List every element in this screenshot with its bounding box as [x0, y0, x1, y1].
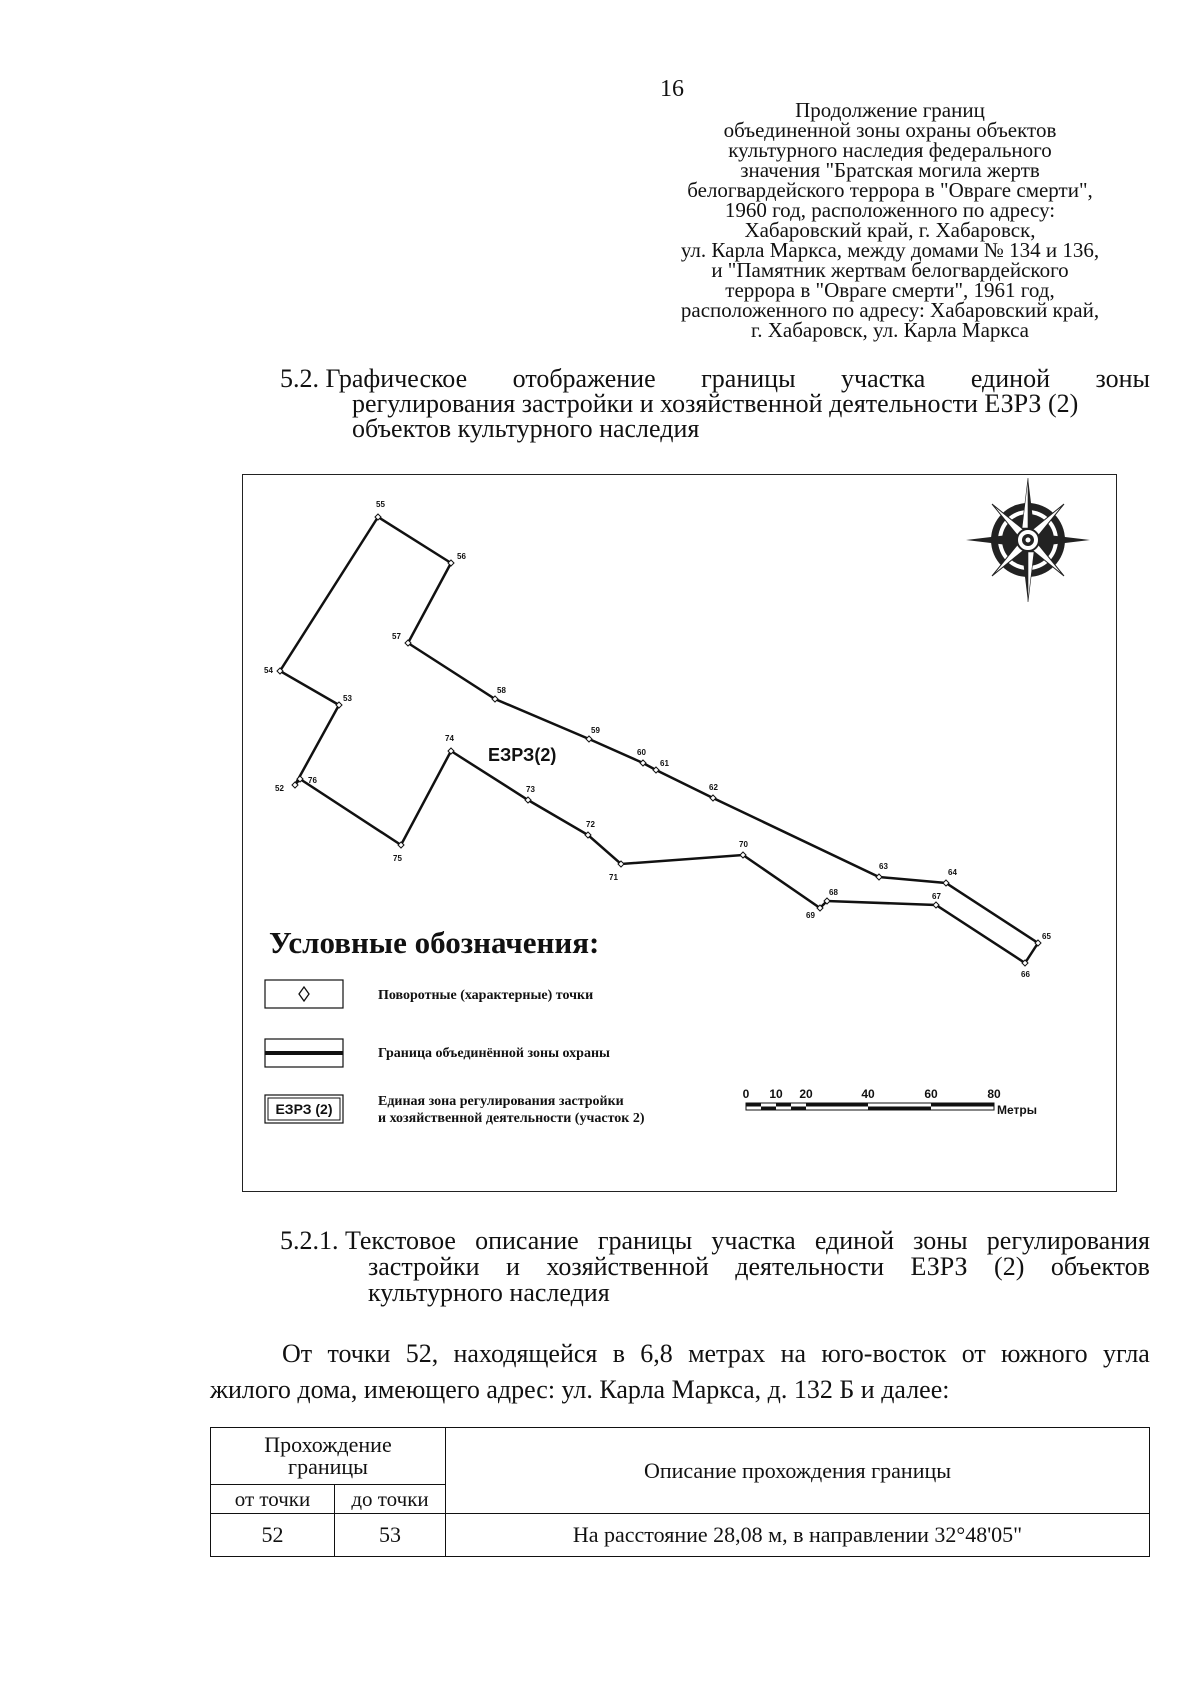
section-number-and-word: 5.2. Графическое	[280, 364, 468, 393]
turning-point-57	[392, 632, 411, 646]
paragraph-word: юго-восток	[821, 1339, 947, 1368]
turning-point-label: 73	[526, 785, 535, 794]
turning-point-55	[375, 500, 385, 520]
subsection-word: хозяйственной	[546, 1252, 709, 1281]
turning-point-72	[585, 820, 595, 838]
turning-point-label: 57	[392, 632, 401, 641]
legend-label-zone-line2: и хозяйственной деятельности (участок 2)	[378, 1111, 645, 1126]
paragraph-word: южного	[1001, 1339, 1088, 1368]
turning-point-label: 65	[1042, 932, 1051, 941]
scale-tick-label: 10	[769, 1087, 783, 1101]
paragraph-line-2: жилого дома, имеющего адрес: ул. Карла Маркса, д. 132 Б и далее:	[210, 1375, 950, 1404]
turning-point-label: 62	[709, 783, 718, 792]
subsection-heading	[280, 1228, 1150, 1306]
turning-point-71	[609, 861, 624, 882]
turning-point-64	[943, 868, 957, 886]
subsection-word: зоны	[913, 1226, 968, 1255]
subsection-word: описание	[475, 1226, 579, 1255]
turning-point-66	[1021, 960, 1030, 979]
turning-point-label: 69	[806, 911, 815, 920]
turning-point-54	[264, 666, 283, 675]
subsection-line-3: культурного наследия	[368, 1278, 610, 1307]
table-header-description: Описание прохождения границы	[446, 1428, 1150, 1514]
turning-point-label: 61	[660, 759, 669, 768]
start-point-paragraph	[210, 1336, 1150, 1408]
subsection-word: застройки	[368, 1252, 480, 1281]
turning-points	[264, 500, 1051, 979]
paragraph-word: От	[282, 1339, 313, 1368]
turning-point-label: 55	[376, 500, 385, 509]
turning-point-56	[448, 552, 466, 566]
paragraph-word: 6,8	[640, 1339, 673, 1368]
header-line: Хабаровский край, г. Хабаровск,	[744, 218, 1036, 242]
scale-tick-label: 60	[924, 1087, 938, 1101]
compass-rose-icon	[966, 478, 1090, 602]
scale-tick-label: 0	[742, 1087, 750, 1101]
scale-tick-label: 80	[987, 1087, 1001, 1101]
heading-word: участка	[841, 364, 926, 393]
paragraph-word: 52,	[405, 1339, 439, 1368]
turning-point-label: 54	[264, 666, 273, 675]
header-block	[630, 100, 1150, 340]
paragraph-word: от	[961, 1339, 986, 1368]
legend-label-zone-line1: Единая зона регулирования застройки	[378, 1094, 624, 1109]
zone-label: ЕЗРЗ(2)	[488, 745, 557, 765]
page-number: 16	[660, 76, 684, 102]
turning-point-73	[525, 785, 535, 803]
turning-point-70	[739, 840, 748, 858]
legend-item-zone	[265, 1094, 645, 1126]
scale-bar	[743, 1087, 1037, 1117]
turning-point-label: 58	[497, 686, 506, 695]
scale-tick-label: 40	[861, 1087, 875, 1101]
heading-word: единой	[970, 364, 1050, 393]
header-line: белогвардейского террора в "Овраге смерти",	[687, 178, 1093, 202]
turning-point-52	[275, 782, 298, 793]
subsection-word: и	[505, 1252, 520, 1281]
section-heading	[280, 366, 1150, 441]
paragraph-word: находящейся	[453, 1339, 598, 1368]
turning-point-label: 59	[591, 726, 600, 735]
subsection-word: ЕЗРЗ	[910, 1252, 968, 1281]
turning-point-label: 66	[1021, 970, 1030, 979]
paragraph-word: угла	[1102, 1339, 1150, 1368]
legend-badge-zone: ЕЗРЗ (2)	[275, 1101, 333, 1117]
turning-point-67	[932, 892, 941, 908]
header-line: значения "Братская могила жертв	[740, 158, 1040, 182]
header-line: расположенного по адресу: Хабаровский край,	[680, 298, 1100, 322]
table-cell-to: 53	[335, 1514, 446, 1557]
turning-point-label: 74	[445, 734, 454, 743]
scale-tick-label: 20	[799, 1087, 813, 1101]
turning-point-label: 60	[637, 748, 646, 757]
subsection-number-and-word: 5.2.1. Текстовое	[280, 1226, 456, 1255]
subsection-word: деятельности	[735, 1252, 885, 1281]
turning-point-label: 52	[275, 784, 284, 793]
turning-point-label: 72	[586, 820, 595, 829]
legend-item-points	[265, 980, 593, 1008]
turning-point-label: 67	[932, 892, 941, 901]
turning-point-60	[637, 748, 646, 766]
turning-point-53	[336, 694, 352, 708]
subsection-word: регулирования	[986, 1226, 1150, 1255]
subsection-word: объектов	[1050, 1252, 1150, 1281]
turning-point-69	[806, 905, 823, 920]
turning-point-75	[393, 842, 404, 863]
paragraph-word: в	[612, 1339, 625, 1368]
turning-point-76	[297, 776, 317, 785]
turning-point-label: 76	[308, 776, 317, 785]
turning-point-74	[445, 734, 454, 754]
turning-point-label: 56	[457, 552, 466, 561]
header-line: объединенной зоны охраны объектов	[723, 118, 1057, 142]
turning-point-65	[1035, 932, 1051, 946]
subsection-word: единой	[814, 1226, 894, 1255]
legend-title: Условные обозначения:	[269, 925, 600, 960]
legend-item-boundary	[265, 1039, 610, 1067]
subsection-word: (2)	[994, 1252, 1025, 1281]
turning-point-61	[653, 759, 669, 773]
header-line: террора в "Овраге смерти", 1961 год,	[725, 278, 1055, 302]
turning-point-label: 63	[879, 862, 888, 871]
paragraph-word: на	[780, 1339, 807, 1368]
turning-point-label: 71	[609, 873, 618, 882]
heading-line-3: объектов культурного наследия	[352, 414, 700, 443]
heading-word: границы	[701, 364, 796, 393]
heading-word: зоны	[1095, 364, 1150, 393]
map-frame	[242, 474, 1117, 1192]
paragraph-word: точки	[327, 1339, 391, 1368]
boundary-map	[243, 475, 1115, 1190]
turning-point-62	[709, 783, 718, 801]
legend-label-boundary: Граница объединённой зоны охраны	[378, 1046, 610, 1061]
heading-line-2: регулирования застройки и хозяйственной деятельности ЕЗРЗ (2)	[352, 389, 1079, 418]
subsection-word: участка	[711, 1226, 796, 1255]
turning-point-label: 70	[739, 840, 748, 849]
turning-point-label: 75	[393, 854, 402, 863]
legend-label-points: Поворотные (характерные) точки	[378, 988, 594, 1003]
scale-unit: Метры	[997, 1103, 1037, 1117]
table-row	[211, 1514, 1150, 1557]
turning-point-label: 68	[829, 888, 838, 897]
table-header-from: от точки	[211, 1485, 335, 1514]
header-line: ул. Карла Маркса, между домами № 134 и 136,	[680, 238, 1100, 262]
table-cell-desc: На расстояние 28,08 м, в направлении 32°48'05"	[446, 1514, 1150, 1557]
zone-boundary	[280, 517, 1038, 963]
table-header-to: до точки	[335, 1485, 446, 1514]
heading-word: отображение	[512, 364, 656, 393]
paragraph-word: метрах	[688, 1339, 766, 1368]
subsection-word: границы	[597, 1226, 693, 1255]
table-cell-from: 52	[211, 1514, 335, 1557]
header-line: культурного наследия федерального	[728, 138, 1052, 162]
header-line: 1960 год, расположенного по адресу:	[724, 198, 1056, 222]
table-header-group: Прохождение границы	[211, 1428, 446, 1485]
turning-point-label: 53	[343, 694, 352, 703]
boundary-table	[210, 1427, 1150, 1557]
turning-point-label: 64	[948, 868, 957, 877]
header-line: и "Памятник жертвам белогвардейского	[711, 258, 1069, 282]
header-line: Продолжение границ	[795, 98, 985, 122]
header-line: г. Хабаровск, ул. Карла Маркса	[750, 318, 1029, 342]
